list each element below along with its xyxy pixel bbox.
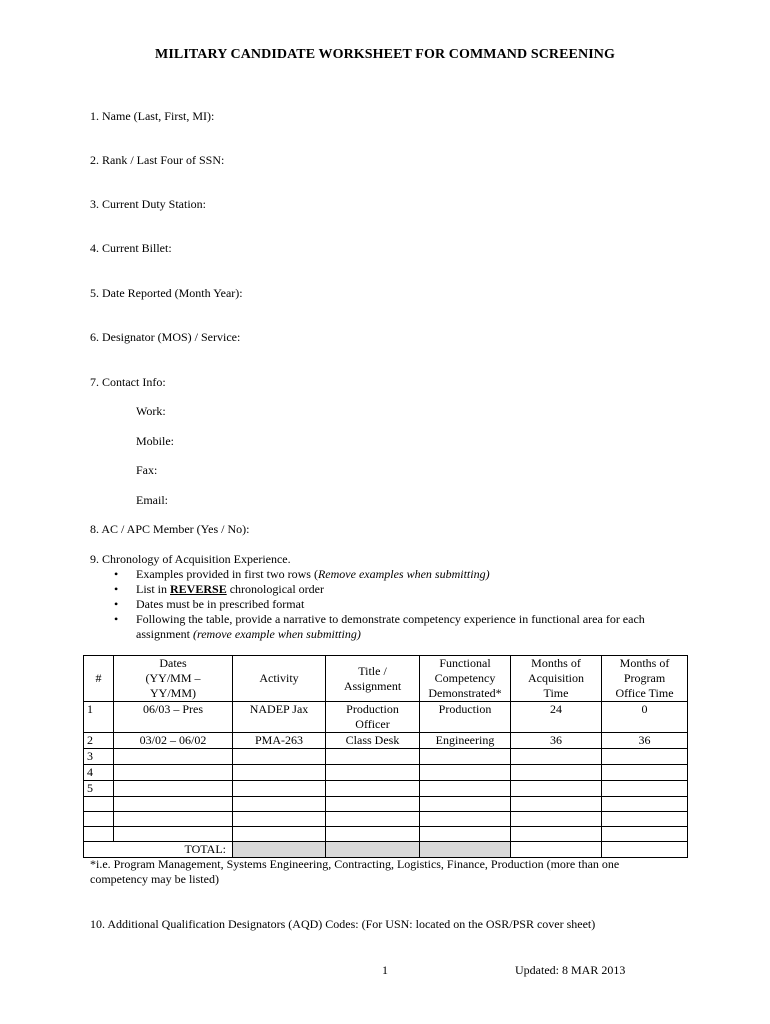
contact-info-label: 7. Contact Info: [90,375,166,389]
table-row [84,749,688,765]
table-cell[interactable] [114,765,233,781]
total-program-office-months[interactable] [602,842,688,858]
table-cell[interactable] [84,797,114,812]
table-row [84,797,688,812]
contact-fax-label: Fax: [136,463,158,477]
contact-mobile-label: Mobile: [136,434,174,448]
table-cell[interactable] [233,797,326,812]
header-dates: Dates (YY/MM – YY/MM) [114,656,233,702]
table-cell[interactable] [511,749,602,765]
page-title: MILITARY CANDIDATE WORKSHEET FOR COMMAND SCREENING [155,47,615,62]
table-cell[interactable] [326,812,420,827]
table-row [84,812,688,827]
row-dates: 03/02 – 06/02 [114,733,233,749]
table-cell[interactable] [511,797,602,812]
table-cell[interactable] [114,797,233,812]
table-cell[interactable] [420,781,511,797]
table-cell[interactable] [326,749,420,765]
row-functional-competency: Engineering [420,733,511,749]
row-number: 5 [84,781,114,797]
instruction-item: • Following the table, provide a narrative to demonstrate competency experience in functional area for each assignment (remove example when submitting) [114,612,684,642]
table-cell[interactable] [114,827,233,842]
instruction-item: • Dates must be in prescribed format [114,597,684,612]
row-dates: 06/03 – Pres [114,702,233,733]
total-acquisition-months[interactable] [511,842,602,858]
table-cell[interactable] [420,797,511,812]
total-cell-shaded [420,842,511,858]
table-cell[interactable] [420,749,511,765]
ac-apc-member-label: 8. AC / APC Member (Yes / No): [90,522,250,536]
table-row [84,781,688,797]
table-header-row [84,656,688,702]
table-cell[interactable] [326,827,420,842]
row-acquisition-months: 36 [511,733,602,749]
duty-station-field-label: 3. Current Duty Station: [90,197,206,211]
row-program-office-months: 0 [602,702,688,733]
row-program-office-months: 36 [602,733,688,749]
billet-field-label: 4. Current Billet: [90,241,172,255]
table-cell[interactable] [511,765,602,781]
table-cell[interactable] [326,797,420,812]
table-cell[interactable] [114,781,233,797]
updated-date: Updated: 8 MAR 2013 [515,963,626,977]
row-activity: NADEP Jax [233,702,326,733]
name-field-label: 1. Name (Last, First, MI): [90,109,215,123]
contact-work-label: Work: [136,404,166,418]
row-number: 1 [84,702,114,733]
table-cell[interactable] [511,781,602,797]
row-title: Class Desk [326,733,420,749]
table-cell[interactable] [602,797,688,812]
table-cell[interactable] [233,749,326,765]
table-cell[interactable] [602,812,688,827]
row-number: 4 [84,765,114,781]
table-cell[interactable] [233,812,326,827]
header-number: # [84,656,114,702]
header-activity: Activity [233,656,326,702]
aqd-codes-label: 10. Additional Qualification Designators (AQD) Codes: (For USN: located on the OSR/PSR cover sheet) [90,917,596,931]
table-cell[interactable] [84,812,114,827]
row-acquisition-months: 24 [511,702,602,733]
header-functional-competency: Functional Competency Demonstrated* [420,656,511,702]
header-program-office-months: Months of Program Office Time [602,656,688,702]
row-activity: PMA-263 [233,733,326,749]
table-row [84,765,688,781]
chronology-heading: 9. Chronology of Acquisition Experience. [90,552,291,566]
table-cell[interactable] [420,812,511,827]
table-cell[interactable] [84,827,114,842]
row-number: 3 [84,749,114,765]
table-cell[interactable] [420,827,511,842]
table-cell[interactable] [114,812,233,827]
table-cell[interactable] [326,781,420,797]
page-number: 1 [382,963,388,977]
table-row [84,733,688,749]
table-cell[interactable] [602,827,688,842]
table-cell[interactable] [420,765,511,781]
table-cell[interactable] [233,827,326,842]
total-cell-shaded [233,842,326,858]
contact-email-label: Email: [136,493,168,507]
row-title: Production Officer [326,702,420,733]
total-row [84,842,688,858]
designator-field-label: 6. Designator (MOS) / Service: [90,330,241,344]
instruction-item: • List in REVERSE chronological order [114,582,684,597]
date-reported-field-label: 5. Date Reported (Month Year): [90,286,243,300]
rank-ssn-field-label: 2. Rank / Last Four of SSN: [90,153,225,167]
instruction-item: • Examples provided in first two rows (Remove examples when submitting) [114,567,684,582]
table-cell[interactable] [114,749,233,765]
chronology-table [83,655,688,858]
header-title: Title / Assignment [326,656,420,702]
chronology-instructions [114,567,684,642]
competency-footnote: *i.e. Program Management, Systems Engineering, Contracting, Logistics, Finance, Production (more than one competency may be listed) [90,857,620,886]
table-cell[interactable] [326,765,420,781]
total-label: TOTAL: [84,842,233,858]
table-cell[interactable] [602,749,688,765]
row-functional-competency: Production [420,702,511,733]
table-cell[interactable] [233,765,326,781]
total-cell-shaded [326,842,420,858]
header-acquisition-months: Months of Acquisition Time [511,656,602,702]
table-row [84,827,688,842]
table-row [84,702,688,733]
table-cell[interactable] [602,781,688,797]
table-cell[interactable] [233,781,326,797]
row-number: 2 [84,733,114,749]
table-cell[interactable] [511,827,602,842]
table-cell[interactable] [602,765,688,781]
table-cell[interactable] [511,812,602,827]
